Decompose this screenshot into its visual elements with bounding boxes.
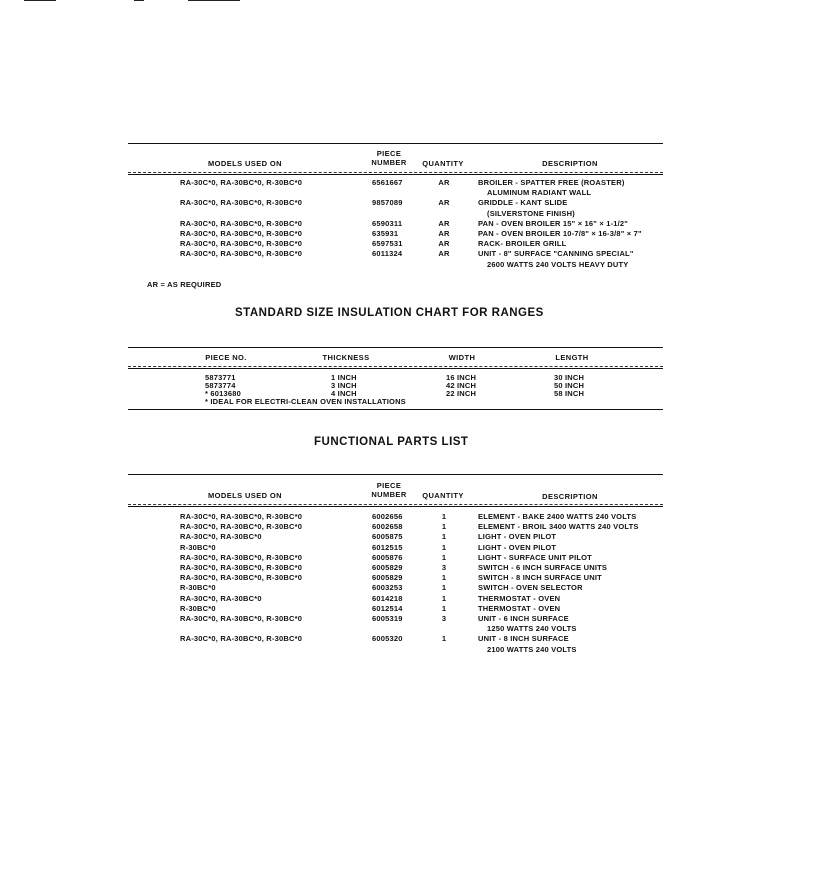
description-cell: SWITCH - 6 INCH SURFACE UNITS <box>478 563 608 572</box>
description-cell: 1250 WATTS 240 VOLTS <box>487 624 577 634</box>
piece-no-cell: 5873774 <box>205 381 236 390</box>
header-piece-number: PIECE NUMBER <box>371 481 407 499</box>
models-cell: RA-30C*0, RA-30BC*0, R-30BC*0 <box>180 249 303 259</box>
quantity-cell: 1 <box>441 512 447 521</box>
models-cell: RA-30C*0, RA-30BC*0, R-30BC*0 <box>180 218 303 228</box>
piece-number-cell: 6002656 <box>372 512 403 521</box>
piece-number-cell: 6011324 <box>372 249 403 259</box>
models-cell: RA-30C*0, RA-30BC*0, R-30BC*0 <box>180 552 303 562</box>
width-cell: 16 INCH <box>446 373 477 382</box>
description-cell: PAN - OVEN BROILER 15" × 16" × 1-1/2" <box>478 218 629 228</box>
piece-number-cell: 6597531 <box>372 239 403 249</box>
thickness-cell: 4 INCH <box>331 389 357 398</box>
header-thickness: THICKNESS <box>322 353 370 362</box>
table-top-rule <box>128 143 663 144</box>
quantity-cell: 1 <box>441 532 447 542</box>
width-cell: 42 INCH <box>446 381 477 390</box>
models-cell: RA-30C*0, RA-30BC*0 <box>180 593 262 603</box>
piece-no-cell: 5873771 <box>205 373 236 382</box>
quantity-cell: 3 <box>441 614 447 623</box>
functional-header-rule <box>128 504 663 505</box>
insulation-header-rule <box>128 366 663 367</box>
models-cell: RA-30C*0, RA-30BC*0, R-30BC*0 <box>180 512 303 521</box>
header-length: LENGTH <box>555 353 589 362</box>
models-cell: R-30BC*0 <box>180 603 216 613</box>
description-cell: ALUMINUM RADIANT WALL <box>487 188 592 198</box>
functional-title: FUNCTIONAL PARTS LIST <box>314 436 469 448</box>
piece-number-cell: 6005875 <box>372 532 403 542</box>
description-cell: LIGHT - SURFACE UNIT PILOT <box>478 552 592 562</box>
description-cell: RACK- BROILER GRILL <box>478 239 567 249</box>
length-cell: 50 INCH <box>554 381 585 390</box>
quantity-cell: 1 <box>441 522 447 532</box>
piece-number-cell: 6014218 <box>372 593 403 603</box>
scan-mark <box>134 0 144 1</box>
description-cell: GRIDDLE - KANT SLIDE <box>478 198 568 208</box>
piece-number-cell: 6005876 <box>372 552 403 562</box>
models-cell: RA-30C*0, RA-30BC*0, R-30BC*0 <box>180 522 303 532</box>
description-cell: ELEMENT - BAKE 2400 WATTS 240 VOLTS <box>478 512 637 521</box>
insulation-bottom-rule <box>128 409 663 410</box>
quantity-cell: AR <box>438 178 450 187</box>
description-cell: BROILER - SPATTER FREE (ROASTER) <box>478 178 625 187</box>
insulation-note: * IDEAL FOR ELECTRI-CLEAN OVEN INSTALLATIONS <box>205 397 406 406</box>
thickness-cell: 3 INCH <box>331 381 357 390</box>
piece-no-cell: * 6013680 <box>205 389 242 398</box>
header-quantity: QUANTITY <box>422 491 464 500</box>
models-cell: RA-30C*0, RA-30BC*0, R-30BC*0 <box>180 198 303 208</box>
piece-number-cell: 6002658 <box>372 522 403 532</box>
piece-number-cell: 6005319 <box>372 614 403 623</box>
insulation-top-rule <box>128 347 663 348</box>
piece-number-cell: 6005829 <box>372 573 403 583</box>
piece-number-cell: 6005829 <box>372 563 403 572</box>
description-cell: UNIT - 8" SURFACE "CANNING SPECIAL" <box>478 249 634 259</box>
models-cell: RA-30C*0, RA-30BC*0, R-30BC*0 <box>180 634 303 644</box>
header-models: MODELS USED ON <box>208 491 282 500</box>
models-cell: RA-30C*0, RA-30BC*0, R-30BC*0 <box>180 614 303 623</box>
header-quantity: QUANTITY <box>422 159 464 168</box>
quantity-cell: 1 <box>441 542 447 552</box>
header-description: DESCRIPTION <box>542 159 598 168</box>
quantity-cell: AR <box>438 249 450 259</box>
description-cell: 2600 WATTS 240 VOLTS HEAVY DUTY <box>487 259 629 269</box>
insulation-header-rule-2 <box>128 368 663 369</box>
description-cell: THERMOSTAT - OVEN <box>478 593 561 603</box>
description-cell: SWITCH - 8 INCH SURFACE UNIT <box>478 573 602 583</box>
models-cell: RA-30C*0, RA-30BC*0 <box>180 532 262 542</box>
header-description: DESCRIPTION <box>542 492 598 501</box>
header-models: MODELS USED ON <box>208 159 282 168</box>
models-cell: R-30BC*0 <box>180 583 216 593</box>
description-cell: PAN - OVEN BROILER 10-7/8" × 16-3/8" × 7" <box>478 229 642 238</box>
models-cell: RA-30C*0, RA-30BC*0, R-30BC*0 <box>180 178 303 187</box>
piece-number-cell: 6590311 <box>372 218 403 228</box>
piece-number-cell: 9857089 <box>372 198 403 208</box>
scan-mark <box>24 0 56 1</box>
insulation-title: STANDARD SIZE INSULATION CHART FOR RANGES <box>235 307 544 319</box>
models-cell: RA-30C*0, RA-30BC*0, R-30BC*0 <box>180 239 303 249</box>
description-cell: LIGHT - OVEN PILOT <box>478 542 557 552</box>
description-cell: UNIT - 8 INCH SURFACE <box>478 634 569 644</box>
quantity-cell: AR <box>438 198 450 208</box>
description-cell: THERMOSTAT - OVEN <box>478 603 561 613</box>
scan-mark <box>188 0 240 1</box>
functional-header-rule-2 <box>128 506 663 507</box>
quantity-cell: AR <box>438 229 450 238</box>
description-cell: UNIT - 6 INCH SURFACE <box>478 614 569 623</box>
description-cell: (SILVERSTONE FINISH) <box>487 208 575 218</box>
piece-number-cell: 6561667 <box>372 178 403 187</box>
header-bottom-rule <box>128 172 663 173</box>
header-bottom-rule-2 <box>128 174 663 175</box>
quantity-cell: 3 <box>441 563 447 572</box>
thickness-cell: 1 INCH <box>331 373 357 382</box>
description-cell: SWITCH - OVEN SELECTOR <box>478 583 583 593</box>
quantity-cell: AR <box>438 239 450 249</box>
description-cell: LIGHT - OVEN PILOT <box>478 532 557 542</box>
description-cell: 2100 WATTS 240 VOLTS <box>487 644 577 654</box>
quantity-cell: 1 <box>441 634 447 644</box>
header-piece-number: PIECE NUMBER <box>371 149 407 167</box>
models-cell: RA-30C*0, RA-30BC*0, R-30BC*0 <box>180 573 303 583</box>
models-cell: R-30BC*0 <box>180 542 216 552</box>
header-width: WIDTH <box>448 353 476 362</box>
quantity-cell: 1 <box>441 552 447 562</box>
quantity-cell: 1 <box>441 583 447 593</box>
width-cell: 22 INCH <box>446 389 477 398</box>
models-cell: RA-30C*0, RA-30BC*0, R-30BC*0 <box>180 563 303 572</box>
quantity-cell: AR <box>438 218 450 228</box>
piece-number-cell: 6005320 <box>372 634 403 644</box>
description-cell: ELEMENT - BROIL 3400 WATTS 240 VOLTS <box>478 522 639 532</box>
piece-number-cell: 6012514 <box>372 603 403 613</box>
piece-number-cell: 6012515 <box>372 542 403 552</box>
as-required-note: AR = AS REQUIRED <box>147 280 222 289</box>
length-cell: 58 INCH <box>554 389 585 398</box>
functional-top-rule <box>128 474 663 475</box>
quantity-cell: 1 <box>441 603 447 613</box>
piece-number-cell: 635931 <box>372 229 399 238</box>
quantity-cell: 1 <box>441 593 447 603</box>
models-cell: RA-30C*0, RA-30BC*0, R-30BC*0 <box>180 229 303 238</box>
quantity-cell: 1 <box>441 573 447 583</box>
header-piece-no: PIECE NO. <box>205 353 247 362</box>
piece-number-cell: 6003253 <box>372 583 403 593</box>
length-cell: 30 INCH <box>554 373 585 382</box>
